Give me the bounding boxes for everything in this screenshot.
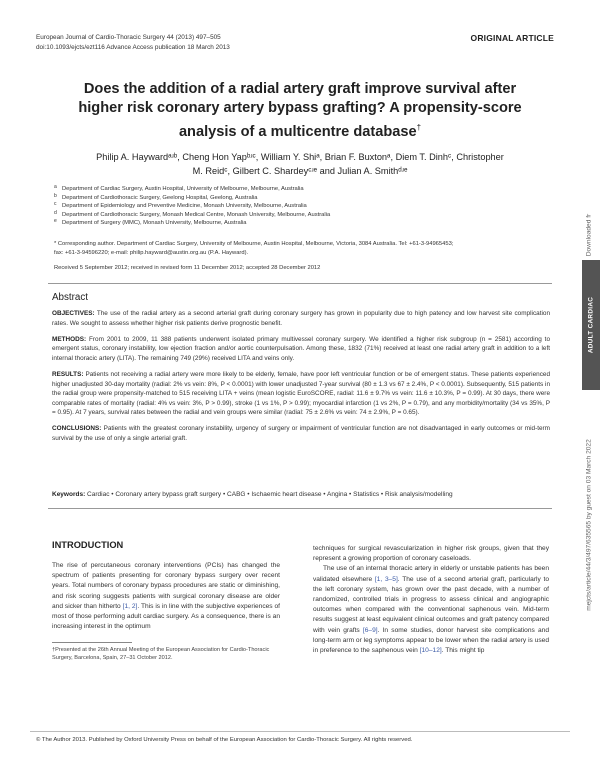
- authors-line-2: M. Reidᶜ, Gilbert C. Shardeyᶜʴᵉ and Julian A. Smithᵈʴᵉ: [192, 166, 408, 176]
- affiliation-item: e Department of Surgery (MMC), Monash University, Melbourne, Australia: [54, 218, 247, 227]
- corresponding-author: * Corresponding author. Department of Cardiac Surgery, University of Melbourne, Austin Hospital, Melbourne, Victoria, 3084 Australia. Tel: +61-3-94965453; fax: +61-3-94596220; e-mail: philip.hayward@austin.org.au (P.A. Hayward).: [54, 241, 454, 256]
- affiliations: [54, 185, 330, 228]
- abstract-methods: METHODS: From 2001 to 2009, 11 388 patients underwent isolated primary multivessel coronary surgery. We identified a higher risk subgroup (n = 2581) according to emergent status, coronary instability, low ejection fraction and/or aortic counterpulsation. Among these, 1832 (71%) received at least one radial artery graft in addition to a left internal thoracic artery (LITA). The remaining 749 (29%) received LITA and veins only.: [52, 335, 550, 362]
- abstract-objectives: OBJECTIVES: The use of the radial artery as a second arterial graft during coronary surgery has grown in popularity due to high patency and low harvest site complication rates. We sought to assess whether higher risk patients derive prognostic benefit.: [52, 310, 550, 327]
- received-dates: Received 5 September 2012; received in revised form 11 December 2012; accepted 28 December 2012: [54, 265, 321, 271]
- copyright: © The Author 2013. Published by Oxford University Press on behalf of the European Association for Cardio-Thoracic Surgery. All rights reserved.: [36, 737, 413, 743]
- doi-line: doi:10.1093/ejcts/ezt116 Advance Access publication 18 March 2013: [36, 44, 230, 51]
- journal-citation: European Journal of Cardio-Thoracic Surgery 44 (2013) 497–505: [36, 34, 221, 41]
- title-line-2: higher risk coronary artery bypass grafting? A propensity-score: [78, 100, 522, 116]
- keywords: Keywords: Cardiac • Coronary artery bypass graft surgery • CABG • Ischaemic heart disease • Angina • Statistics • Risk analysis/modelling: [52, 491, 453, 498]
- footnote-rule: [52, 642, 132, 643]
- intro-left-column: The rise of percutaneous coronary interventions (PCIs) has changed the spectrum of patients presenting for coronary bypass surgery over recent years. Total numbers of coronary bypass procedures are static or diminishing, and risk scoring suggests patients with surgical coronary disease are older and sicker than hitherto [1, 2]. This is in line with the subjective experiences of most of those performing adult cardiac surgery. As a consequence, there is an increasing interest in the optimum: [52, 562, 280, 631]
- affiliation-item: c Department of Epidemiology and Preventive Medicine, Monash University, Melbourne, Australia: [54, 201, 307, 210]
- abstract-body: [52, 309, 550, 450]
- citation-link[interactable]: [1, 2]: [122, 602, 138, 610]
- article-title: [40, 80, 560, 142]
- divider: [48, 283, 552, 284]
- affiliation-item: d Department of Cardiothoracic Surgery, Monash Medical Centre, Monash University, Melbourne, Australia: [54, 209, 331, 218]
- journal-header: [36, 33, 230, 53]
- abstract-results: RESULTS: Patients not receiving a radial artery were more likely to be elderly, female, have poor left ventricular function or be of emergent status. These patients experienced higher unadjusted 30-day mortality (radial: 2% vs vein: 8%, P < 0.0001) with lower unadjusted 7-year survival (80 ± 1.3 vs 67 ± 2.4%, P < 0.0001). Subsequently, 515 patients in the radial group were propensity-matched to 515 receiving LITA + veins (mean logistic EuroSCORE, radial: 11.6 ± 9.7% vs vein: 11.6 ± 10.3%, P = 0.99). At 30 days, there were comparable rates of mortality (radial: 4% vs vein: 3%, P > 0.99), stroke (1 vs 1%, P > 0.99); myocardial infarction (1 vs 2%, P = 0.79), and any morbidity/mortality (34 vs 35%, P = 0.95). At 7 years, survival rates between the radial and vein groups were similar (radial: 75 ± 2.6% vs vein: 74 ± 2.9%, P = 0.65).: [52, 370, 550, 417]
- intro-right-column: techniques for surgical revascularization in higher risk groups, given that they represent a growing proportion of coronary caseloads. The use of an internal thoracic artery in elderly or unstable patients has been validated elsewhere [1, 3–5]. The use of a second arterial graft, particularly to the left coronary system, has grown over the past decade, with a number of randomized, controlled trials in progress to assess clinical and angiographic outcomes when compared with the conventional saphenous vein. Mid-term results suggest at least equivalent clinical outcomes and graft patency compared with vein grafts [6–9]. In some studies, donor harvest site complications and long-term arm or leg symptoms appear to be lower when the radial artery is used in preference to the saphenous vein [10–12]. This might tip: [313, 545, 550, 655]
- introduction-heading: INTRODUCTION: [52, 540, 124, 550]
- title-line-3: analysis of a multicentre database: [178, 123, 417, 140]
- abstract-conclusions: CONCLUSIONS: Patients with the greatest coronary instability, urgency of surgery or impairment of ventricular function are not disadvantaged in early outcomes or mid-term survival by the use of only a single arterial graft.: [52, 425, 550, 443]
- abstract-heading: Abstract: [52, 292, 88, 303]
- citation-link[interactable]: [1, 3–5]: [374, 575, 398, 583]
- download-watermark-top: Downloaded fr: [585, 213, 593, 257]
- authors-line-1: Philip A. Haywardᵃʴᵇ, Cheng Hon Yapᵇʴᶜ, William Y. Shiᵃ, Brian F. Buxtonᵃ, Diem T. Dinhᶜ, Christopher: [96, 152, 504, 162]
- download-watermark-bottom: mejcts/article/44/3/497/635565 by guest on 03 March 2022: [585, 439, 593, 611]
- citation-link[interactable]: [10–12]: [419, 647, 442, 655]
- title-footnote-mark: †: [416, 123, 422, 132]
- article-type: ORIGINAL ARTICLE: [470, 33, 554, 43]
- affiliation-item: a Department of Cardiac Surgery, Austin Hospital, University of Melbourne, Melbourne, Australia: [54, 184, 304, 192]
- footnote: †Presented at the 26th Annual Meeting of the European Association for Cardio-Thoracic Surgery, Barcelona, Spain, 27–31 October 2012.: [52, 647, 270, 661]
- divider: [48, 508, 552, 509]
- section-tab: ADULT CARDIAC: [582, 260, 600, 390]
- title-line-1: Does the addition of a radial artery graft improve survival after: [83, 81, 517, 97]
- citation-link[interactable]: [6–9]: [362, 626, 378, 634]
- author-list: [40, 150, 560, 178]
- affiliation-item: b Department of Cardiothoracic Surgery, Geelong Hospital, Geelong, Australia: [54, 192, 258, 201]
- divider: [30, 731, 570, 732]
